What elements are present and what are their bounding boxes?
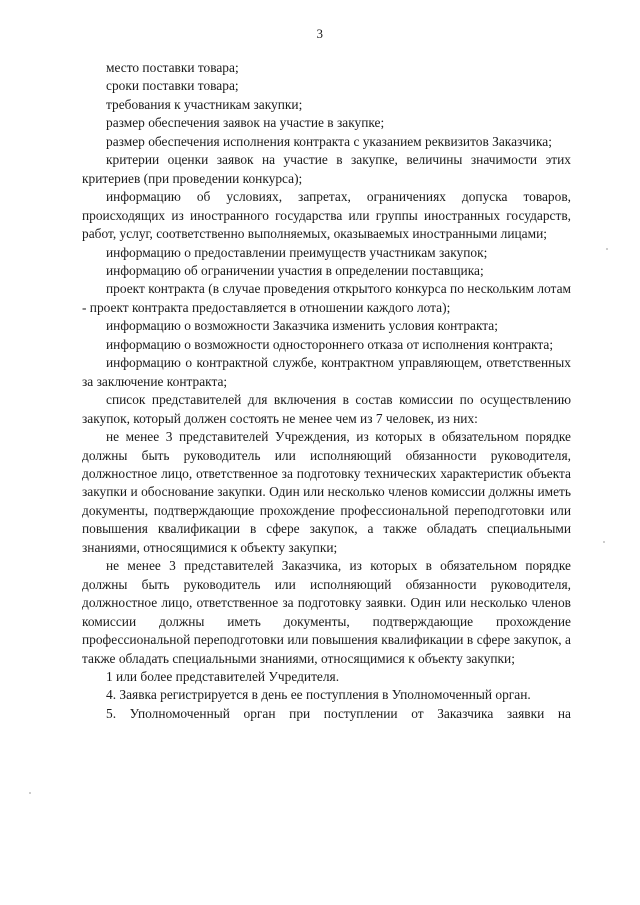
paragraph: размер обеспечения исполнения контракта с указанием реквизитов Заказчика; bbox=[106, 133, 552, 149]
paragraph: проект контракта (в случае проведения открытого конкурса по нескольким лотам - проект контракта предоставляется в отношении каждого лота); bbox=[82, 281, 571, 315]
paragraph: сроки поставки товара; bbox=[106, 78, 239, 94]
scan-speck bbox=[29, 792, 31, 794]
paragraph: критерии оценки заявок на участие в закупке, величины значимости этих критериев (при проведении конкурса); bbox=[82, 152, 571, 186]
paragraph: место поставки товара; bbox=[106, 60, 239, 75]
scan-speck bbox=[606, 248, 608, 250]
page-number: 3 bbox=[316, 26, 324, 41]
paragraph: 4. Заявка регистрируется в день ее поступления в Уполномоченный орган. bbox=[106, 687, 531, 703]
paragraph: не менее 3 представителей Учреждения, из которых в обязательном порядке должны быть руководитель или исполняющий обязанности руководителя, должностное лицо, ответственное за подготовку технических характеристик объекта закупки и обоснование закупки. Один или несколько членов комиссии должны иметь документы, подтверждающие прохождение профессиональной переподготовки или повышения квалификации в сфере закупок, а также обладать специальными знаниями, относящимися к объекту закупки; bbox=[82, 429, 571, 555]
paragraph: информацию о возможности Заказчика изменить условия контракта; bbox=[106, 318, 498, 334]
paragraph: информацию об условиях, запретах, ограничениях допуска товаров, происходящих из иностранного государства или группы иностранных государств, работ, услуг, соответственно выполняемых, оказываемых иностранными лицами; bbox=[82, 189, 571, 242]
paragraph: размер обеспечения заявок на участие в закупке; bbox=[106, 115, 385, 131]
paragraph: список представителей для включения в состав комиссии по осуществлению закупок, который должен состоять не менее чем из 7 человек, из них: bbox=[82, 392, 571, 426]
paragraph: 5. Уполномоченный орган при поступлении от Заказчика заявки на bbox=[106, 705, 571, 721]
paragraph: требования к участникам закупки; bbox=[106, 96, 303, 112]
paragraph: информацию об ограничении участия в определении поставщика; bbox=[106, 262, 484, 278]
scan-speck bbox=[603, 541, 605, 543]
paragraph: информацию о предоставлении преимуществ участникам закупок; bbox=[106, 244, 488, 260]
paragraph: 1 или более представителей Учредителя. bbox=[106, 668, 340, 684]
paragraph: информацию о возможности одностороннего отказа от исполнения контракта; bbox=[106, 336, 554, 352]
paragraph: не менее 3 представителей Заказчика, из которых в обязательном порядке должны быть руководитель или исполняющий обязанности руководителя, должностное лицо, ответственное за подготовку заявки. Один или несколько членов комиссии должны иметь документы, подтверждающие прохождение профессиональной переподготовки или повышения квалификации в сфере закупок, а также обладать специальными знаниями, относящимися к объекту закупки; bbox=[82, 558, 571, 666]
document-body bbox=[82, 59, 571, 723]
paragraph: информацию о контрактной службе, контрактном управляющем, ответственных за заключение контракта; bbox=[82, 355, 571, 389]
